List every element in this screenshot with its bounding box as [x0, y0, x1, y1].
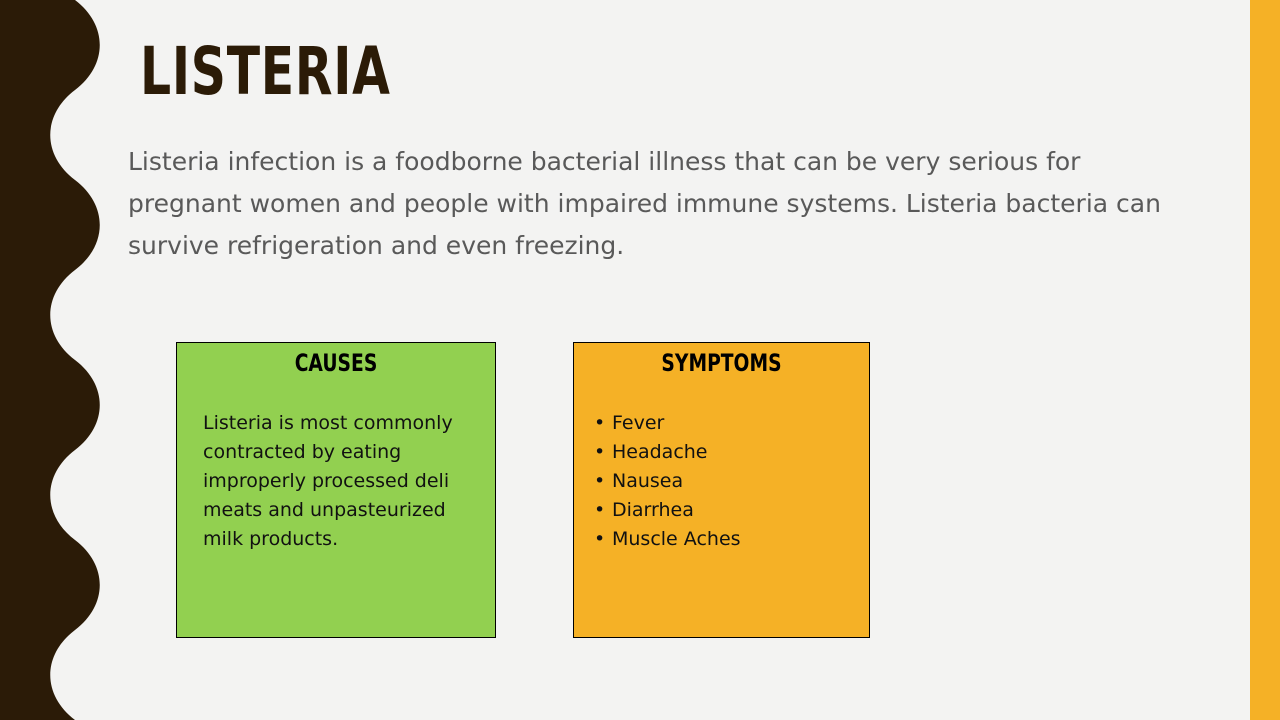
bullet-icon: •: [594, 470, 606, 492]
list-item: [594, 438, 741, 467]
bullet-icon: •: [594, 441, 606, 463]
slide-title: LISTERIA: [140, 33, 391, 110]
symptoms-box: [573, 342, 870, 638]
symptom-label: Diarrhea: [612, 499, 694, 521]
symptom-label: Muscle Aches: [612, 528, 741, 550]
causes-heading: CAUSES: [294, 349, 378, 377]
intro-paragraph: Listeria infection is a foodborne bacterial illness that can be very serious for pregnant women and people with impaired immune systems. Listeria bacteria can survive refrigeration and even freezing.: [128, 147, 1161, 260]
bullet-icon: •: [594, 499, 606, 521]
symptoms-heading: SYMPTOMS: [661, 349, 782, 377]
symptom-label: Nausea: [612, 470, 684, 492]
list-item: [594, 496, 741, 525]
list-item: [594, 467, 741, 496]
wavy-border-decoration: [0, 0, 110, 720]
symptom-label: Fever: [612, 412, 665, 434]
list-item: [594, 525, 741, 554]
right-accent-stripe: [1250, 0, 1280, 720]
causes-text: Listeria is most commonly contracted by eating improperly processed deli meats and unpasteurized milk products.: [203, 412, 453, 550]
bullet-icon: •: [594, 412, 606, 434]
symptom-label: Headache: [612, 441, 708, 463]
list-item: [594, 409, 741, 438]
causes-box: [176, 342, 496, 638]
symptoms-list: [594, 409, 741, 554]
bullet-icon: •: [594, 528, 606, 550]
